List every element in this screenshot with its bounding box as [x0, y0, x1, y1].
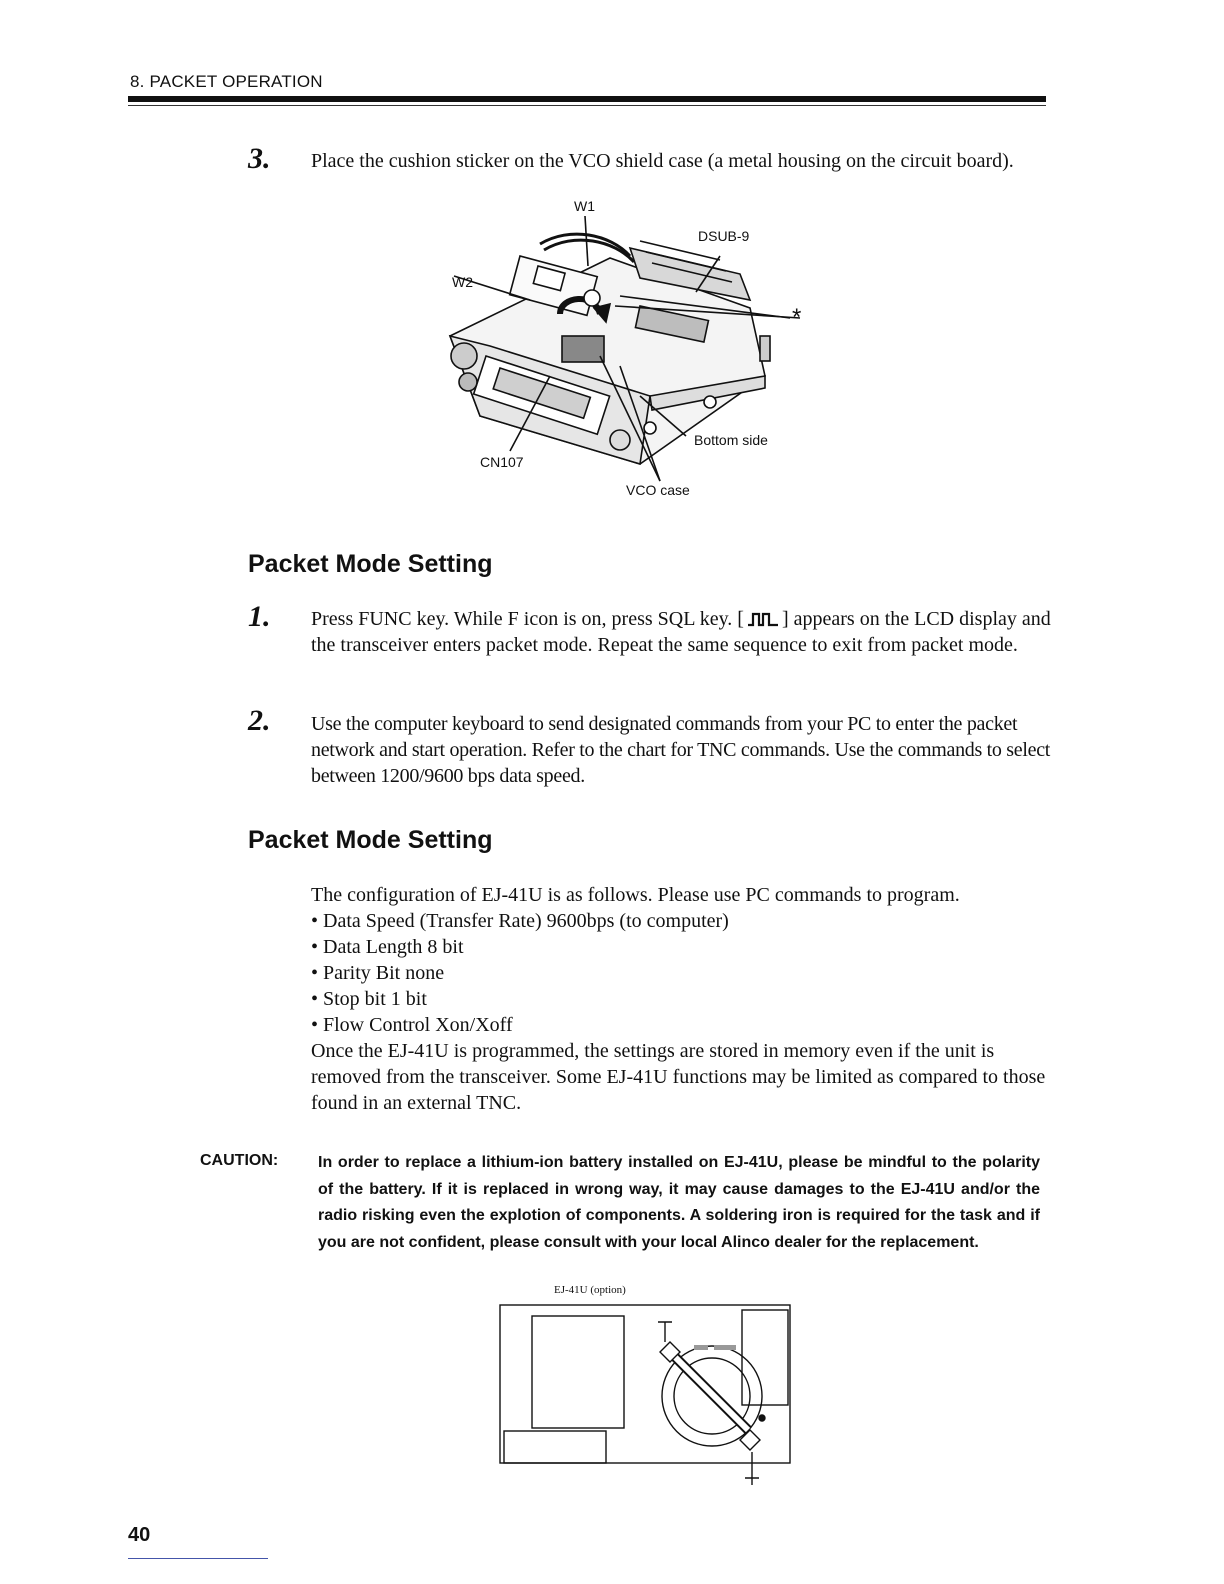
section-title: 8. PACKET OPERATION [130, 72, 323, 91]
label-asterisk: * [792, 304, 802, 331]
step-text [311, 606, 1051, 658]
packet-icon [747, 611, 779, 627]
step-text: Place the cushion sticker on the VCO shield case (a metal housing on the circuit board). [311, 150, 1014, 172]
ej41u-board-illustration [498, 1300, 798, 1495]
page-number: 40 [128, 1524, 151, 1546]
ej41u-figure [498, 1300, 798, 1495]
label-dsub9: DSUB-9 [698, 228, 750, 244]
bullet-item: • Stop bit 1 bit [311, 988, 427, 1010]
label-w1: W1 [574, 198, 595, 214]
header-rule [128, 96, 1046, 102]
section-heading: Packet Mode Setting [248, 826, 493, 854]
intro-text: The configuration of EJ-41U is as follows. Please use PC commands to program. [311, 884, 960, 906]
label-vco-case: VCO case [626, 482, 690, 498]
caution-label: CAUTION: [200, 1152, 279, 1169]
closing-text: Once the EJ-41U is programmed, the settings are stored in memory even if the unit is removed from the transceiver. Some EJ-41U functions may be limited as compared to those found in an external TNC. [311, 1040, 1046, 1114]
bullet-item: • Parity Bit none [311, 962, 445, 984]
step-text-part: Press FUNC key. While F icon is on, press SQL key. [ [311, 608, 744, 630]
figure-caption: EJ-41U (option) [554, 1284, 626, 1296]
step-number: 3. [248, 142, 271, 175]
label-w2: W2 [452, 274, 473, 290]
bullet-item: • Data Length 8 bit [311, 936, 464, 958]
footer-rule [128, 1558, 268, 1559]
caution-text: In order to replace a lithium-ion battery installed on EJ-41U, please be mindful to the polarity of the battery. If it is replaced in wrong way, it may cause damages to the EJ-41U and/or the radio risking even the explotion of components. A soldering iron is required for the task and if you are not confident, please consult with your local Alinco dealer for the replacement. [318, 1154, 1040, 1251]
config-block [311, 882, 1051, 1116]
bullet-item: • Data Speed (Transfer Rate) 9600bps (to computer) [311, 910, 729, 932]
bullet-item: • Flow Control Xon/Xoff [311, 1014, 513, 1036]
step-number: 1. [248, 600, 271, 633]
step-text-part: ] appears on the LCD display and the transceiver enters packet mode. Repeat the same sequence to exit from packet mode. [311, 608, 1051, 656]
label-cn107: CN107 [480, 454, 524, 470]
label-bottom-side: Bottom side [694, 432, 768, 448]
header-rule-thin [128, 105, 1046, 106]
installation-figure [420, 196, 820, 506]
section-heading: Packet Mode Setting [248, 550, 493, 578]
step-number: 2. [248, 704, 271, 737]
step-text: Use the computer keyboard to send designated commands from your PC to enter the packet network and start operation. Refer to the chart for TNC commands. Use the commands to select between 1200/9600 bps data speed. [311, 713, 1051, 787]
